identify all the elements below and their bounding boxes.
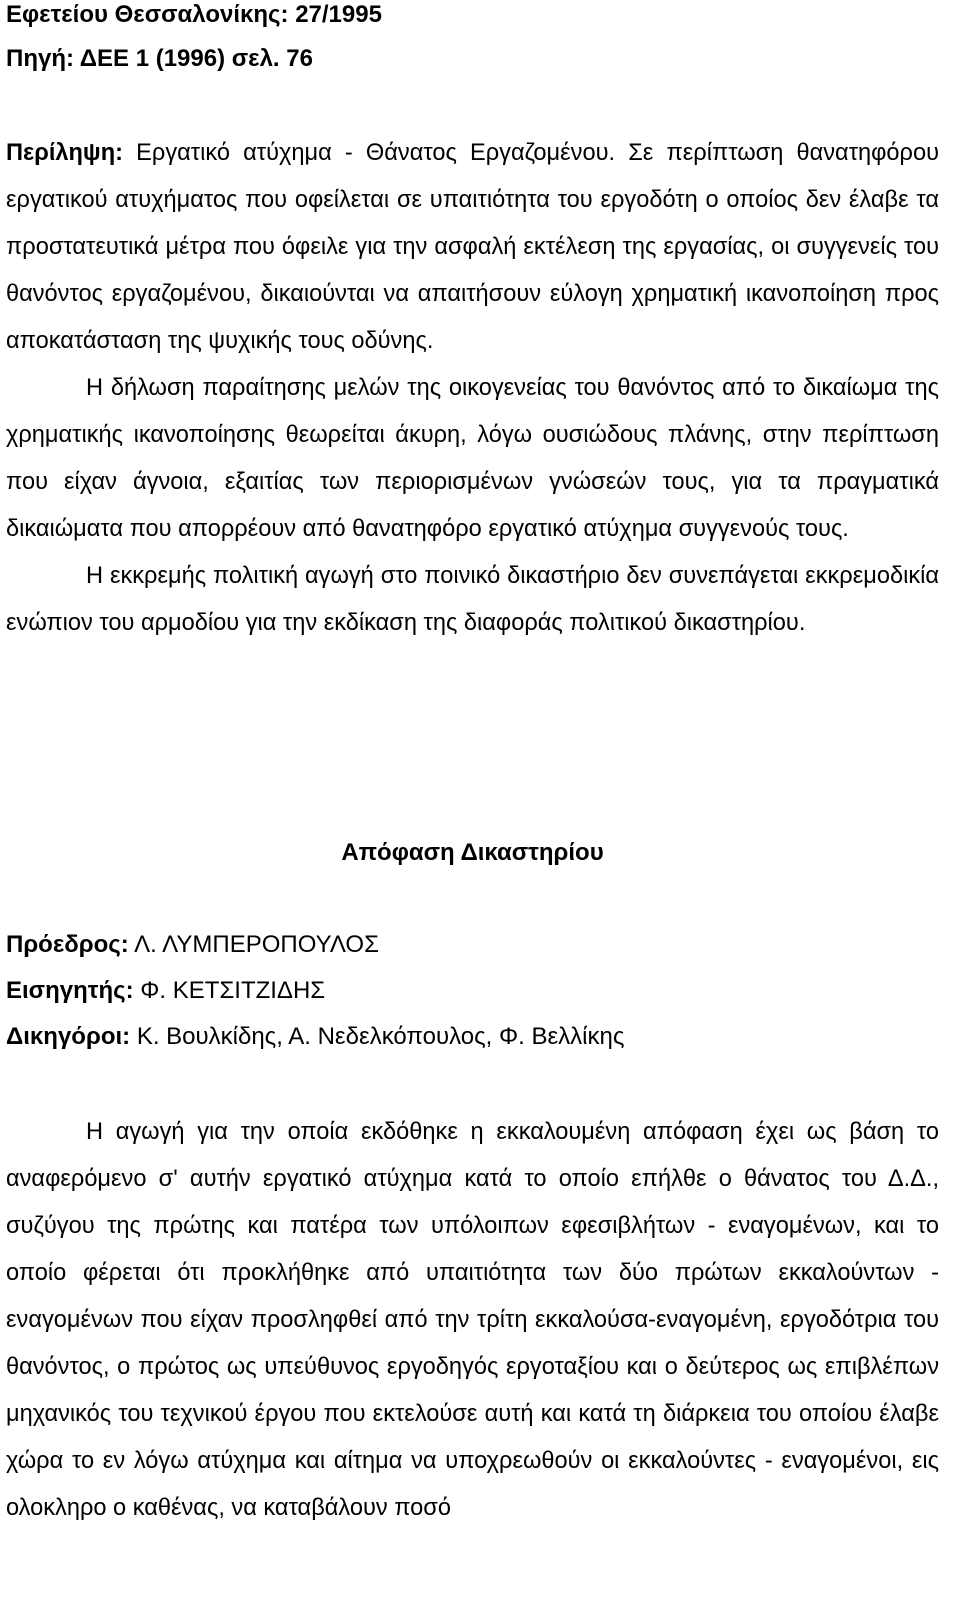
summary-paragraph-2: Η δήλωση παραίτησης μελών της οικογενείας του θανόντος από το δικαίωμα της χρηματικής ικανοποίησης θεωρείται άκυρη, λόγω ουσιώδους πλάνης, στην περίπτωση που είχαν άγνοια, εξαιτίας των περιορισμένων γνώσεών τους, για τα πραγματικά δικαιώματα που απορρέουν από θανατηφόρο εργατικό ατύχημα συγγενούς τους. xyxy=(6,375,939,542)
decision-body xyxy=(6,1109,939,1532)
president-line xyxy=(6,930,379,960)
summary-text-1: Εργατικό ατύχημα - Θάνατος Εργαζομένου. Σε περίπτωση θανατηφόρου εργατικού ατυχήματος που οφείλεται σε υπαιτιότητα του εργοδότη ο οποίος δεν έλαβε τα προστατευτικά μέτρα που όφειλε για την ασφαλή εκτέλεση της εργασίας, οι συγγενείς του θανόντος εργαζομένου, δικαιούνται να απαιτήσουν εύλογη χρηματική ικανοποίηση προς αποκατάσταση της ψυχικής τους οδύνης. xyxy=(6,140,939,354)
summary-paragraph-1 xyxy=(6,130,939,365)
lawyers-label: Δικηγόροι: xyxy=(6,1023,131,1050)
court-citation: Εφετείου Θεσσαλονίκης: 27/1995 xyxy=(6,1,382,28)
source-citation: Πηγή: ΔΕΕ 1 (1996) σελ. 76 xyxy=(6,45,313,72)
summary-section xyxy=(6,130,939,647)
rapporteur-label: Εισηγητής: xyxy=(6,977,134,1004)
lawyers-value: Κ. Βουλκίδης, Α. Νεδελκόπουλος, Φ. Βελλίκης xyxy=(136,1023,625,1050)
decision-paragraph-1: Η αγωγή για την οποία εκδόθηκε η εκκαλουμένη απόφαση έχει ως βάση το αναφερόμενο σ' αυτήν εργατικό ατύχημα κατά το οποίο επήλθε ο θάνατος του Δ.Δ., συζύγου της πρώτης και πατέρα των υπόλοιπων εφεσιβλήτων - εναγομένων, και το οποίο φέρεται ότι προκλήθηκε από υπαιτιότητα των δύο πρώτων εκκαλούντων - εναγομένων που είχαν προσληφθεί από την τρίτη εκκαλούσα-εναγομένη, εργοδότρια του θανόντος, ο πρώτος ως υπεύθυνος εργοδηγός εργοταξίου και ο δεύτερος ως επιβλέπων μηχανικός του τεχνικού έργου που εκτελούσε αυτή και κατά τη διάρκεια του οποίου έλαβε χώρα το εν λόγω ατύχημα και αίτημα να υποχρεωθούν οι εκκαλούντες - εναγομένοι, εις ολοκληρο ο καθένας, να καταβάλουν ποσό xyxy=(6,1119,939,1521)
president-value: Λ. ΛΥΜΠΕΡΟΠΟΥΛΟΣ xyxy=(134,931,379,958)
decision-title: Απόφαση Δικαστηρίου xyxy=(341,839,604,866)
rapporteur-value: Φ. ΚΕΤΣΙΤΖΙΔΗΣ xyxy=(140,977,326,1004)
summary-label: Περίληψη: xyxy=(6,140,123,166)
president-label: Πρόεδρος: xyxy=(6,931,129,958)
lawyers-line xyxy=(6,1022,624,1052)
summary-paragraph-3: Η εκκρεμής πολιτική αγωγή στο ποινικό δικαστήριο δεν συνεπάγεται εκκρεμοδικία ενώπιον του αρμοδίου για την εκδίκαση της διαφοράς πολιτικού δικαστηρίου. xyxy=(6,563,939,636)
rapporteur-line xyxy=(6,976,325,1006)
